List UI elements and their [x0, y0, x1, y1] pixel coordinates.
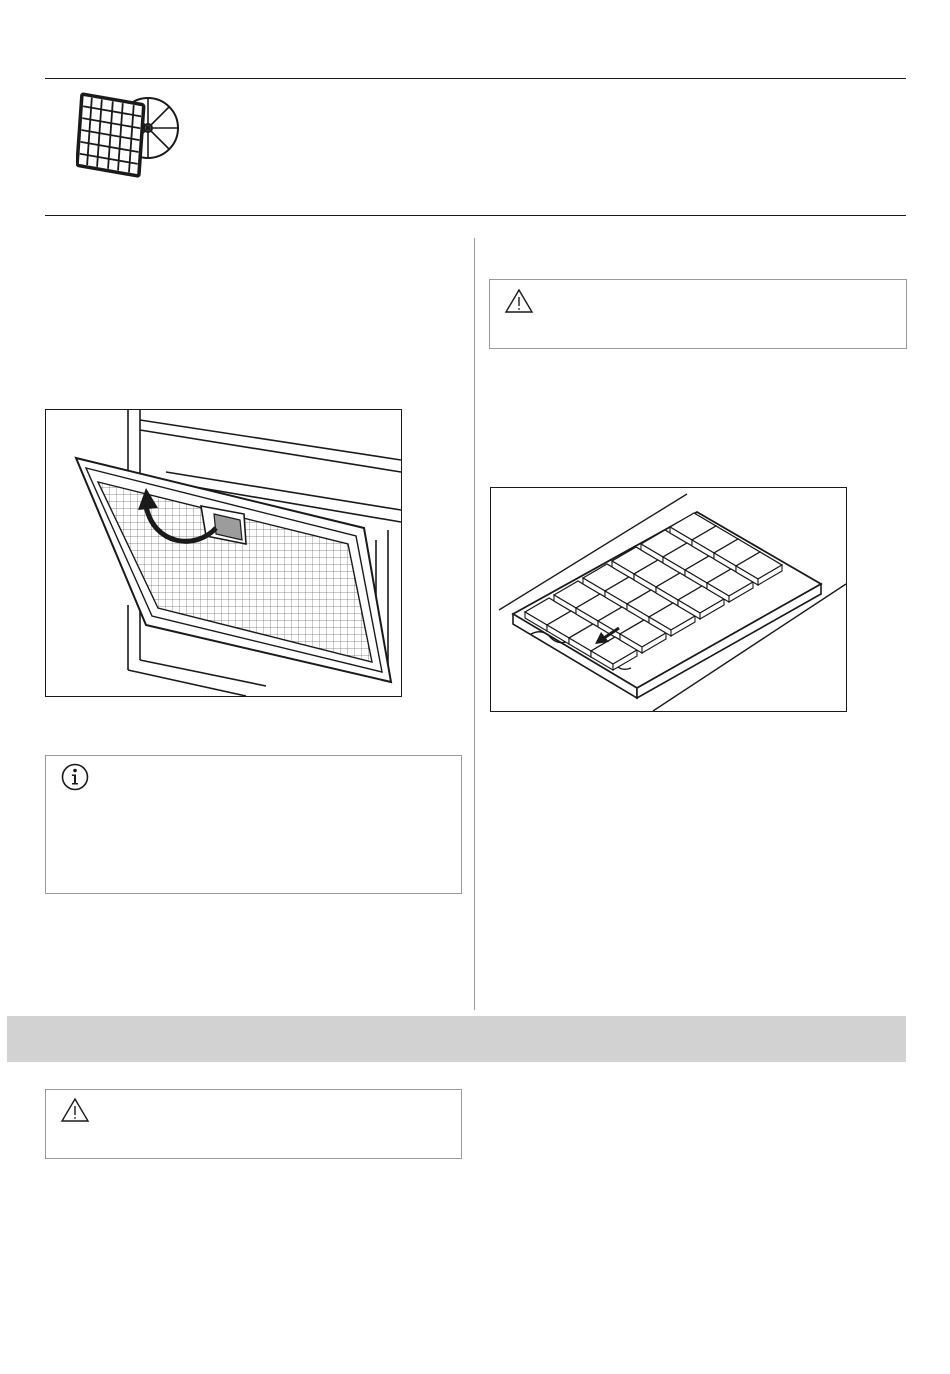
header-bottom-rule: [45, 215, 906, 216]
section-header-band: [7, 1016, 906, 1062]
warning-triangle-icon: [504, 288, 534, 314]
column-divider: [474, 238, 475, 1010]
bottom-warning-notice-box: [45, 1089, 462, 1159]
header-top-rule: [45, 78, 906, 79]
grease-filter-removal-illustration: [45, 409, 402, 697]
warning-triangle-icon: [60, 1097, 90, 1123]
info-circle-icon: [60, 762, 90, 792]
warning-notice-box: [489, 279, 907, 349]
info-notice-box: [45, 755, 462, 894]
charcoal-filter-illustration: [490, 487, 847, 712]
grease-filter-and-fan-icon: [76, 84, 184, 188]
